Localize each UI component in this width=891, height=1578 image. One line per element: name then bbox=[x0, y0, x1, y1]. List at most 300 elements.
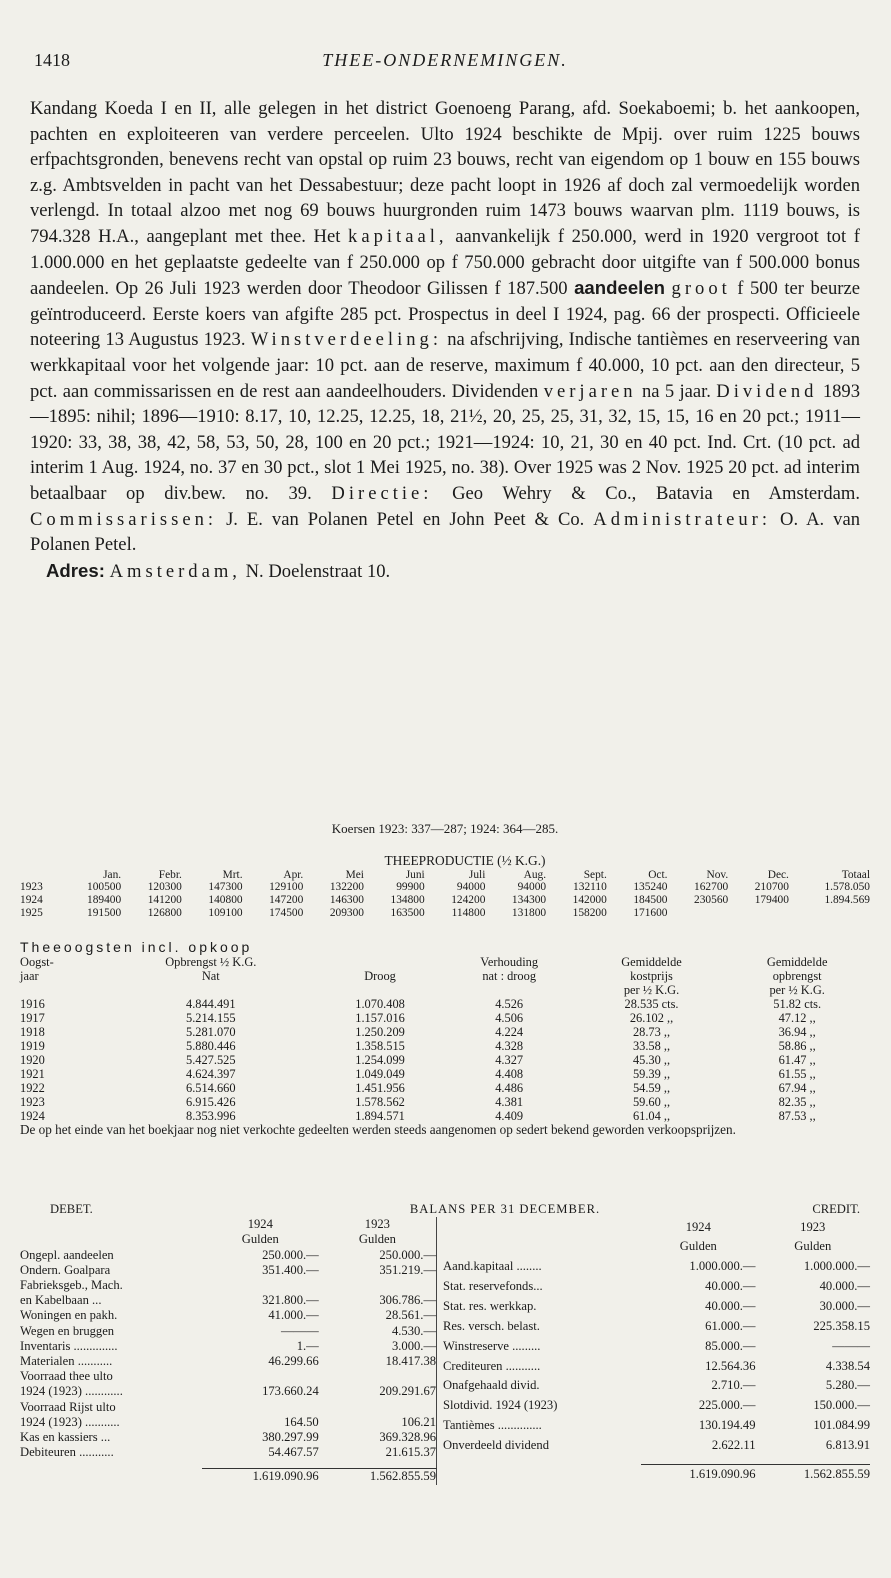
debit-item-label: Wegen en bruggen bbox=[20, 1323, 115, 1338]
production-cell: 94000 bbox=[456, 881, 486, 894]
harvest-column-header: Nat bbox=[201, 968, 220, 983]
harvest-column-header: Verhouding bbox=[480, 954, 539, 969]
credit-item-label: Res. versch. belast. bbox=[443, 1318, 540, 1333]
debit-value-1923: 369.328.96 bbox=[379, 1430, 437, 1445]
harvest-cell: 6.915.426 bbox=[186, 1094, 236, 1109]
debit-row bbox=[20, 1369, 437, 1384]
debit-value-1923: 21.615.37 bbox=[385, 1445, 437, 1460]
debit-total-1923: 1.562.855.59 bbox=[319, 1469, 437, 1485]
production-cell: 126800 bbox=[147, 906, 182, 919]
debit-unit: Gulden bbox=[358, 1232, 396, 1247]
credit-item-label: Slotdivid. 1924 (1923) bbox=[443, 1398, 558, 1413]
credit-value-1923: 30.000.— bbox=[819, 1298, 870, 1313]
debit-value-1924: 164.50 bbox=[284, 1414, 319, 1429]
production-cell: 135240 bbox=[633, 881, 668, 894]
harvest-cell: 1.049.049 bbox=[355, 1066, 405, 1081]
debit-value-1924: 41.000.— bbox=[268, 1308, 319, 1323]
harvest-section bbox=[20, 940, 870, 1137]
credit-value-1923: ——— bbox=[832, 1338, 870, 1353]
harvest-cell: 33.58 ,, bbox=[632, 1038, 671, 1053]
credit-item-label: Tantièmes .............. bbox=[443, 1418, 542, 1433]
company-description bbox=[30, 96, 860, 584]
harvest-column-header: opbrengst bbox=[772, 968, 822, 983]
harvest-cell: 4.327 bbox=[495, 1052, 524, 1067]
production-section bbox=[20, 854, 870, 920]
harvest-cell: 1921 bbox=[20, 1066, 45, 1081]
harvest-row bbox=[20, 1095, 870, 1109]
production-column-header: Mrt. bbox=[222, 868, 243, 881]
production-column-header: Oct. bbox=[648, 868, 668, 881]
harvest-cell: 26.102 ,, bbox=[629, 1010, 674, 1025]
credit-row bbox=[443, 1277, 870, 1297]
production-column-header: Juli bbox=[468, 868, 486, 881]
credit-item-label: Onafgehaald divid. bbox=[443, 1378, 540, 1393]
credit-value-1923: 6.813.91 bbox=[825, 1437, 870, 1452]
harvest-cell: 4.328 bbox=[495, 1038, 524, 1053]
credit-value-1924: 61.000.— bbox=[705, 1318, 756, 1333]
debit-value-1923: 250.000.— bbox=[379, 1247, 437, 1262]
production-cell: 163500 bbox=[390, 906, 425, 919]
harvest-cell: 1.254.099 bbox=[355, 1052, 405, 1067]
harvest-header-row bbox=[20, 955, 870, 969]
credit-item-label: Onverdeeld dividend bbox=[443, 1437, 549, 1452]
credit-value-1923: 225.358.15 bbox=[813, 1318, 870, 1333]
production-cell: 191500 bbox=[87, 906, 122, 919]
debit-item-label: 1924 (1923) ........... bbox=[20, 1414, 120, 1429]
debit-table bbox=[20, 1217, 437, 1484]
text-segment: Kandang Koeda I en II, alle gelegen in het district Goenoeng Parang, afd. Soekaboemi; b. het aankoopen, pachten en exploiteeren van verdere perceelen. Ulto 1924 beschikte de Mpij. over ruim 1225 bouws erfpachtsgronden, benevens recht van opstal op ruim 23 bouws, recht van eigendom op 1 bouw en 155 bouws z.g. Ambtsvelden in pacht van het Dessabestuur; deze pacht loopt in 1926 af doch zal vermoedelijk worden verlengd. In totaal alzoo met nog 69 bouws huurgronden ruim 1473 bouws waarvan plm. 1119 bouws, is 794.328 H.A., aangeplant met thee. Het bbox=[30, 98, 860, 247]
debit-value-1923: 106.21 bbox=[401, 1414, 437, 1429]
credit-value-1923: 1.000.000.— bbox=[803, 1259, 870, 1274]
debit-value-1924: 54.467.57 bbox=[268, 1445, 319, 1460]
debit-row bbox=[20, 1293, 437, 1308]
harvest-cell: 61.04 ,, bbox=[632, 1108, 671, 1123]
production-cell: 132200 bbox=[329, 881, 364, 894]
address-street: N. Doelenstraat 10. bbox=[245, 560, 391, 582]
harvest-row bbox=[20, 1053, 870, 1067]
text-segment: 1893—1895: nihil; 1896—1910: 8.17, 10, 12.25, 12.25, 18, 21½, 20, 25, 25, 31, 32, 15, 15, 16 en 20 pct.; 1911—1920: 33, 38, 38, 42, 58, 53, 50, 28, 100 en 20 pct.; 1921—1924: 10, 21, 30 en 40 pct. Ind. Crt. (10 pct. ad interim 1 Aug. 1924, no. 37 en 30 pct., slot 1 Mei 1925, no. 38). Over 1925 was 2 Nov. 1925 20 pct. ad interim betaalbaar op div.bew. no. 39. bbox=[30, 380, 861, 504]
production-cell: 140800 bbox=[208, 894, 243, 907]
winstverdeeling-heading: Winstverdeeling: bbox=[250, 329, 443, 351]
harvest-row bbox=[20, 1109, 870, 1123]
harvest-cell: 4.408 bbox=[495, 1066, 524, 1081]
debit-item-label: Inventaris .............. bbox=[20, 1338, 118, 1353]
debit-value-1924: 380.297.99 bbox=[262, 1430, 319, 1445]
harvest-cell: 1919 bbox=[20, 1038, 45, 1053]
harvest-row bbox=[20, 1039, 870, 1053]
production-cell: 230560 bbox=[694, 894, 729, 907]
harvest-cell: 1.358.515 bbox=[355, 1038, 405, 1053]
credit-row bbox=[443, 1436, 870, 1456]
text-segment: na 5 jaar. bbox=[641, 380, 711, 402]
credit-total-label bbox=[443, 1464, 641, 1485]
production-column-header: Totaal bbox=[841, 868, 870, 881]
credit-value-1923: 101.084.99 bbox=[813, 1418, 870, 1433]
harvest-table bbox=[20, 955, 870, 1123]
production-cell: 141200 bbox=[147, 894, 182, 907]
harvest-cell: 5.281.070 bbox=[186, 1024, 236, 1039]
harvest-column-header: kostprijs bbox=[630, 968, 673, 983]
harvest-cell: 28.73 ,, bbox=[632, 1024, 671, 1039]
description-paragraph bbox=[30, 96, 860, 558]
debit-row bbox=[20, 1263, 437, 1278]
harvest-note: De op het einde van het boekjaar nog niet verkochte gedeelten werden steeds aangenomen op sedert bekend geworden verkoopsprijzen. bbox=[20, 1121, 736, 1137]
debit-value-1923: 209.291.67 bbox=[379, 1384, 437, 1399]
debit-total-1924: 1.619.090.96 bbox=[202, 1469, 319, 1485]
debit-value-1923: 3.000.— bbox=[391, 1338, 437, 1353]
debit-spacer bbox=[20, 1232, 202, 1247]
production-cell: 147200 bbox=[269, 894, 304, 907]
harvest-cell: 4.526 bbox=[495, 996, 524, 1011]
harvest-row bbox=[20, 1025, 870, 1039]
harvest-cell: 8.353.996 bbox=[186, 1108, 236, 1123]
production-cell: 142000 bbox=[572, 894, 607, 907]
production-column-header: Juni bbox=[405, 868, 425, 881]
production-column-header: Febr. bbox=[158, 868, 182, 881]
credit-value-1923: 5.280.— bbox=[825, 1378, 870, 1393]
credit-item-label: Stat. res. werkkap. bbox=[443, 1298, 537, 1313]
production-cell: 209300 bbox=[329, 906, 364, 919]
credit-gap-row bbox=[443, 1456, 870, 1465]
harvest-cell: 1.250.209 bbox=[355, 1024, 405, 1039]
credit-year-1924: 1924 bbox=[685, 1219, 711, 1234]
debit-row bbox=[20, 1430, 437, 1445]
debit-gap-row bbox=[20, 1460, 437, 1469]
credit-item-label: Crediteuren ........... bbox=[443, 1358, 541, 1373]
balance-columns bbox=[20, 1217, 870, 1484]
debit-gap bbox=[20, 1460, 437, 1469]
production-cell: 158200 bbox=[572, 906, 607, 919]
debit-row bbox=[20, 1248, 437, 1263]
credit-total-row bbox=[443, 1464, 870, 1485]
harvest-cell: 1922 bbox=[20, 1080, 45, 1095]
debit-year-1924: 1924 bbox=[247, 1217, 273, 1232]
harvest-column-header: per ½ K.G. bbox=[769, 982, 825, 997]
debit-value-1924: 250.000.— bbox=[262, 1247, 319, 1262]
harvest-cell: 5.427.525 bbox=[186, 1052, 236, 1067]
harvest-cell: 1916 bbox=[20, 996, 45, 1011]
credit-spacer bbox=[443, 1237, 641, 1257]
production-cell: 124200 bbox=[451, 894, 486, 907]
address-line bbox=[30, 558, 860, 585]
harvest-cell: 61.55 ,, bbox=[778, 1066, 816, 1081]
harvest-cell: 1918 bbox=[20, 1024, 45, 1039]
verjaren-label: verjaren bbox=[543, 380, 637, 402]
harvest-column-header: Gemiddelde bbox=[766, 954, 828, 969]
production-cell: 210700 bbox=[754, 881, 789, 894]
harvest-cell: 6.514.660 bbox=[186, 1080, 236, 1095]
debit-row bbox=[20, 1384, 437, 1399]
production-cell bbox=[728, 907, 789, 920]
debit-item-label: Ondern. Goalpara bbox=[20, 1262, 111, 1277]
debit-value-1923 bbox=[319, 1278, 437, 1293]
debit-unit: Gulden bbox=[241, 1232, 279, 1247]
harvest-cell: 1920 bbox=[20, 1052, 45, 1067]
text-segment: na afschrijving, Indische tantièmes en reserveering van werkkapitaal voor het volgende jaar: 10 pct. aan de reserve, maximum f 40.000, 10 pct. aan den directeur, 5 pct. aan commissarissen en de rest aan aandeelhouders. Dividenden bbox=[30, 329, 861, 402]
debit-value-1924: 351.400.— bbox=[262, 1262, 319, 1277]
production-cell: 184500 bbox=[633, 894, 668, 907]
production-cell bbox=[789, 907, 870, 920]
kapitaal-heading: kapitaal, bbox=[348, 225, 448, 247]
production-cell: 171600 bbox=[633, 906, 668, 919]
koersen-line bbox=[20, 822, 870, 837]
debit-value-1923 bbox=[319, 1400, 437, 1415]
production-cell: 1924 bbox=[20, 894, 43, 907]
production-column-header bbox=[20, 869, 60, 882]
production-row bbox=[20, 894, 870, 907]
text-segment: aanvankelijk f 250.000, werd in 1920 vergroot tot f 1.000.000 en het geplaatste gedeelte van f 250.000 op f 750.000 gebracht door uitgifte van f 500.000 bonus aandeelen. Op 26 Juli 1923 werden door Theodoor Gilissen f 187.500 bbox=[30, 225, 860, 300]
debit-value-1924: 46.299.66 bbox=[268, 1354, 319, 1369]
harvest-cell: 1.578.562 bbox=[355, 1094, 405, 1109]
production-cell: 94000 bbox=[517, 881, 547, 894]
credit-value-1923: 40.000.— bbox=[819, 1279, 870, 1294]
harvest-cell: 4.409 bbox=[495, 1108, 524, 1123]
harvest-cell: 1.451.956 bbox=[355, 1080, 405, 1095]
page-number: 1418 bbox=[34, 50, 70, 70]
harvest-column-header bbox=[440, 983, 579, 997]
debit-value-1923: 351.219.— bbox=[379, 1262, 437, 1277]
debit-row bbox=[20, 1308, 437, 1323]
harvest-cell: 4.381 bbox=[495, 1094, 524, 1109]
debit-item-label: 1924 (1923) ............ bbox=[20, 1384, 123, 1399]
harvest-column-header: Gemiddelde bbox=[621, 954, 682, 969]
harvest-title: Theeoogsten incl. opkoop bbox=[20, 939, 253, 955]
adres-heading: Adres: bbox=[46, 559, 105, 581]
credit-unit: Gulden bbox=[679, 1239, 717, 1254]
aandeelen-heading: aandeelen bbox=[574, 277, 666, 299]
debit-item-label: Voorraad thee ulto bbox=[20, 1369, 113, 1384]
text-segment: J. E. van Polanen Petel en John Peet & Co. bbox=[226, 508, 585, 530]
harvest-cell: 4.486 bbox=[495, 1080, 524, 1095]
production-cell: 131800 bbox=[511, 906, 547, 919]
debet-label: DEBET. bbox=[50, 1202, 93, 1216]
harvest-cell: 1.894.571 bbox=[355, 1108, 405, 1123]
harvest-column-header bbox=[320, 983, 439, 997]
harvest-cell: 47.12 ,, bbox=[778, 1010, 816, 1025]
credit-unit: Gulden bbox=[794, 1239, 832, 1254]
production-cell: 120300 bbox=[147, 881, 182, 894]
debit-value-1923: 18.417.38 bbox=[385, 1354, 437, 1369]
production-cell: 1.894.569 bbox=[824, 894, 870, 907]
harvest-cell: 59.39 ,, bbox=[632, 1066, 671, 1081]
production-column-header: Aug. bbox=[523, 868, 547, 881]
credit-row bbox=[443, 1376, 870, 1396]
debit-value-1924 bbox=[202, 1278, 319, 1293]
credit-unit-row bbox=[443, 1237, 870, 1257]
commissarissen-heading: Commissarissen: bbox=[30, 508, 218, 530]
harvest-header-row bbox=[20, 969, 870, 983]
debit-row bbox=[20, 1415, 437, 1430]
harvest-column-header bbox=[101, 983, 320, 997]
production-cell: 134300 bbox=[511, 894, 547, 907]
harvest-cell: 1.157.016 bbox=[355, 1010, 405, 1025]
page-header bbox=[34, 50, 856, 80]
debit-item-label: Debiteuren ........... bbox=[20, 1445, 114, 1460]
text-segment: O. A. van Polanen Petel. bbox=[30, 508, 860, 556]
debit-value-1923 bbox=[319, 1369, 437, 1384]
harvest-cell: 54.59 ,, bbox=[632, 1080, 671, 1095]
production-title: THEEPRODUCTIE (½ K.G.) bbox=[384, 853, 546, 868]
debit-row bbox=[20, 1324, 437, 1339]
production-cell: 134800 bbox=[390, 894, 425, 907]
harvest-cell: 1.070.408 bbox=[355, 996, 405, 1011]
credit-spacer bbox=[443, 1217, 641, 1237]
credit-total-1923: 1.562.855.59 bbox=[756, 1464, 870, 1485]
debit-value-1923: 306.786.— bbox=[379, 1293, 437, 1308]
harvest-cell: 59.60 ,, bbox=[632, 1094, 671, 1109]
production-cell: 132110 bbox=[573, 881, 607, 894]
debit-total-label bbox=[20, 1469, 202, 1485]
credit-label: CREDIT. bbox=[812, 1202, 860, 1216]
harvest-column-header: Droog bbox=[364, 968, 396, 983]
debit-year-1923: 1923 bbox=[364, 1217, 390, 1232]
harvest-cell: 4.844.491 bbox=[186, 996, 236, 1011]
debit-value-1924: ——— bbox=[280, 1323, 319, 1338]
address-city: Amsterdam, bbox=[109, 560, 241, 582]
production-column-header: Sept. bbox=[583, 868, 607, 881]
harvest-cell: 4.506 bbox=[495, 1010, 524, 1025]
debit-value-1924 bbox=[202, 1400, 319, 1415]
credit-year-row bbox=[443, 1217, 870, 1237]
credit-year-1923: 1923 bbox=[800, 1219, 826, 1234]
harvest-cell: 5.880.446 bbox=[186, 1038, 236, 1053]
production-cell: 179400 bbox=[754, 894, 789, 907]
debit-item-label: Ongepl. aandeelen bbox=[20, 1247, 114, 1262]
credit-row bbox=[443, 1336, 870, 1356]
credit-value-1924: 2.710.— bbox=[711, 1378, 756, 1393]
debit-spacer bbox=[20, 1217, 202, 1232]
credit-value-1923: 150.000.— bbox=[813, 1398, 870, 1413]
production-cell bbox=[668, 907, 729, 920]
koersen-text: Koersen 1923: 337—287; 1924: 364—285. bbox=[331, 821, 559, 836]
credit-value-1924: 85.000.— bbox=[705, 1338, 756, 1353]
debit-value-1924: 173.660.24 bbox=[262, 1384, 319, 1399]
production-cell: 174500 bbox=[269, 906, 304, 919]
production-row bbox=[20, 907, 870, 920]
groot-label: groot bbox=[671, 278, 731, 300]
running-title: THEE-ONDERNEMINGEN. bbox=[322, 50, 568, 70]
credit-row bbox=[443, 1257, 870, 1277]
directie-heading: Directie: bbox=[331, 482, 433, 504]
production-cell: 99900 bbox=[396, 881, 425, 894]
production-column-header: Apr. bbox=[283, 868, 304, 881]
production-column-header: Nov. bbox=[706, 868, 729, 881]
harvest-cell: 67.94 ,, bbox=[778, 1080, 816, 1095]
debit-value-1924: 1.— bbox=[296, 1338, 319, 1353]
production-column-header: Mei bbox=[345, 868, 364, 881]
credit-item-label: Stat. reservefonds... bbox=[443, 1279, 543, 1294]
credit-value-1924: 2.622.11 bbox=[711, 1437, 756, 1452]
credit-item-label: Aand.kapitaal ........ bbox=[443, 1259, 542, 1274]
credit-row bbox=[443, 1356, 870, 1376]
harvest-cell: 28.535 cts. bbox=[624, 996, 679, 1011]
harvest-row bbox=[20, 1067, 870, 1081]
production-row bbox=[20, 881, 870, 894]
harvest-header-row bbox=[20, 983, 870, 997]
production-table bbox=[20, 869, 870, 920]
production-cell: 1.578.050 bbox=[824, 881, 870, 894]
harvest-row bbox=[20, 1081, 870, 1095]
harvest-cell: 1924 bbox=[20, 1108, 45, 1123]
debit-row bbox=[20, 1400, 437, 1415]
debit-row bbox=[20, 1354, 437, 1369]
harvest-cell: 4.224 bbox=[495, 1024, 524, 1039]
balance-sheet bbox=[20, 1202, 870, 1485]
harvest-cell: 61.47 ,, bbox=[778, 1052, 816, 1067]
harvest-cell: 36.94 ,, bbox=[778, 1024, 816, 1039]
harvest-cell: 1917 bbox=[20, 1010, 45, 1025]
harvest-column-header: per ½ K.G. bbox=[623, 982, 680, 997]
text-segment: Geo Wehry & Co., Batavia en Amsterdam. bbox=[452, 482, 861, 504]
harvest-cell: 51.82 cts. bbox=[773, 996, 822, 1011]
credit-row bbox=[443, 1317, 870, 1337]
administrateur-heading: Administrateur: bbox=[593, 508, 772, 530]
text-segment: f 500 ter beurze geïntroduceerd. Eerste koers van afgifte 285 pct. Prospectus in deel I 1924, pag. 66 der prospecti. Officieele noteering 13 Augustus 1923. bbox=[30, 278, 860, 351]
dividend-heading: Dividend bbox=[716, 380, 818, 402]
harvest-cell: 5.214.155 bbox=[186, 1010, 236, 1025]
debit-row bbox=[20, 1278, 437, 1293]
debit-row bbox=[20, 1339, 437, 1354]
harvest-column-header: nat : droog bbox=[482, 968, 537, 983]
harvest-cell: 82.35 ,, bbox=[778, 1094, 816, 1109]
harvest-row bbox=[20, 997, 870, 1011]
harvest-cell: 45.30 ,, bbox=[632, 1052, 671, 1067]
production-cell: 129100 bbox=[269, 881, 304, 894]
production-cell: 146300 bbox=[329, 894, 364, 907]
debit-item-label: Materialen ........... bbox=[20, 1354, 113, 1369]
production-cell: 109100 bbox=[208, 906, 243, 919]
debit-item-label: en Kabelbaan ... bbox=[20, 1293, 102, 1308]
harvest-row bbox=[20, 1011, 870, 1025]
credit-value-1924: 12.564.36 bbox=[705, 1358, 756, 1373]
debit-item-label: Kas en kassiers ... bbox=[20, 1430, 111, 1445]
credit-total-1924: 1.619.090.96 bbox=[641, 1464, 755, 1485]
debit-year-row bbox=[20, 1217, 437, 1232]
credit-value-1924: 40.000.— bbox=[705, 1279, 756, 1294]
harvest-column-header: Oogst- bbox=[20, 954, 54, 969]
harvest-column-header bbox=[20, 983, 101, 997]
production-cell: 162700 bbox=[694, 881, 729, 894]
balance-header-table bbox=[20, 1202, 870, 1217]
production-cell: 100500 bbox=[87, 881, 122, 894]
credit-row bbox=[443, 1416, 870, 1436]
debit-value-1924: 321.800.— bbox=[262, 1293, 319, 1308]
production-cell: 1925 bbox=[20, 906, 43, 919]
production-cell: 1923 bbox=[20, 881, 43, 894]
debit-item-label: Voorraad Rijst ulto bbox=[20, 1399, 116, 1414]
credit-row bbox=[443, 1297, 870, 1317]
production-cell: 114800 bbox=[451, 906, 486, 919]
harvest-column-header: Opbrengst ½ K.G. bbox=[165, 954, 257, 969]
production-column-header: Dec. bbox=[767, 868, 789, 881]
credit-item-label: Winstreserve ......... bbox=[443, 1338, 541, 1353]
debit-row bbox=[20, 1445, 437, 1460]
harvest-cell: 1923 bbox=[20, 1094, 45, 1109]
production-cell: 189400 bbox=[87, 894, 122, 907]
harvest-cell: 4.624.397 bbox=[186, 1066, 236, 1081]
credit-value-1923: 4.338.54 bbox=[825, 1358, 870, 1373]
debit-value-1923: 4.530.— bbox=[391, 1323, 437, 1338]
balance-title: BALANS PER 31 DECEMBER. bbox=[409, 1202, 601, 1216]
debit-item-label: Fabrieksgeb., Mach. bbox=[20, 1278, 123, 1293]
credit-value-1924: 225.000.— bbox=[698, 1398, 756, 1413]
debit-value-1924 bbox=[202, 1369, 319, 1384]
credit-table bbox=[443, 1217, 870, 1484]
production-header-row bbox=[20, 869, 870, 882]
debit-value-1923: 28.561.— bbox=[385, 1308, 437, 1323]
production-column-header: Jan. bbox=[103, 868, 122, 881]
credit-value-1924: 1.000.000.— bbox=[689, 1259, 756, 1274]
